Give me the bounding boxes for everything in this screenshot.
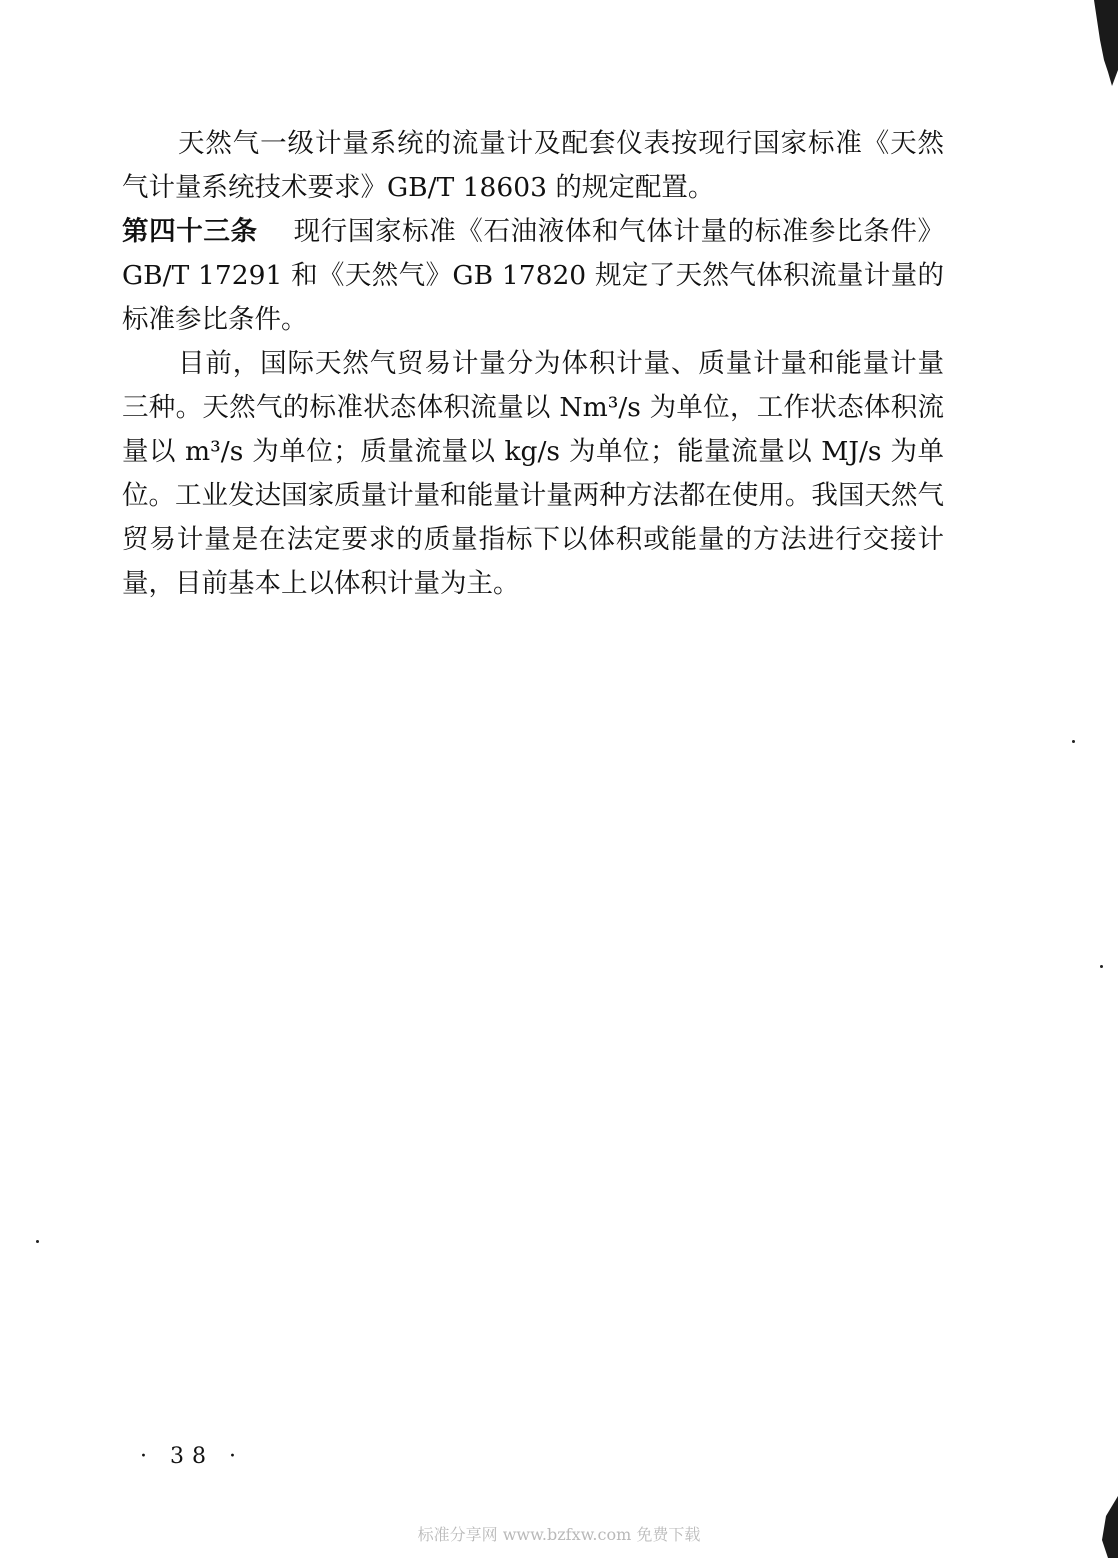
paragraph-3 (122, 342, 944, 606)
paragraph-3-text: 目前，国际天然气贸易计量分为体积计量、质量计量和能量计量三种。天然气的标准状态体积流量以 Nm³/s 为单位，工作状态体积流量以 m³/s 为单位；质量流量以 kg/s 为单位；能量流量以 MJ/s 为单位。工业发达国家质量计量和能量计量两种方法都在使用。我国天然气贸易计量是在法定要求的质量指标下以体积或能量的方法进行交接计量，目前基本上以体积计量为主。 (122, 348, 944, 599)
scan-speck (1072, 740, 1075, 743)
page-number: · 38 · (140, 1444, 244, 1469)
scan-edge-artifact-top (1068, 0, 1118, 92)
article-number: 第四十三条 (122, 216, 258, 247)
paragraph-2 (122, 210, 944, 342)
watermark: 标准分享网 www.bzfxw.com 免费下载 (417, 1525, 701, 1544)
paragraph-1-text: 天然气一级计量系统的流量计及配套仪表按现行国家标准《天然气计量系统技术要求》GB/T 18603 的规定配置。 (122, 128, 944, 203)
scan-speck (1100, 965, 1103, 968)
scan-speck (36, 1240, 39, 1243)
body-text (122, 122, 944, 606)
paragraph-1 (122, 122, 944, 210)
paragraph-2-text: 现行国家标准《石油液体和气体计量的标准参比条件》GB/T 17291 和《天然气》GB 17820 规定了天然气体积流量计量的标准参比条件。 (122, 216, 944, 335)
